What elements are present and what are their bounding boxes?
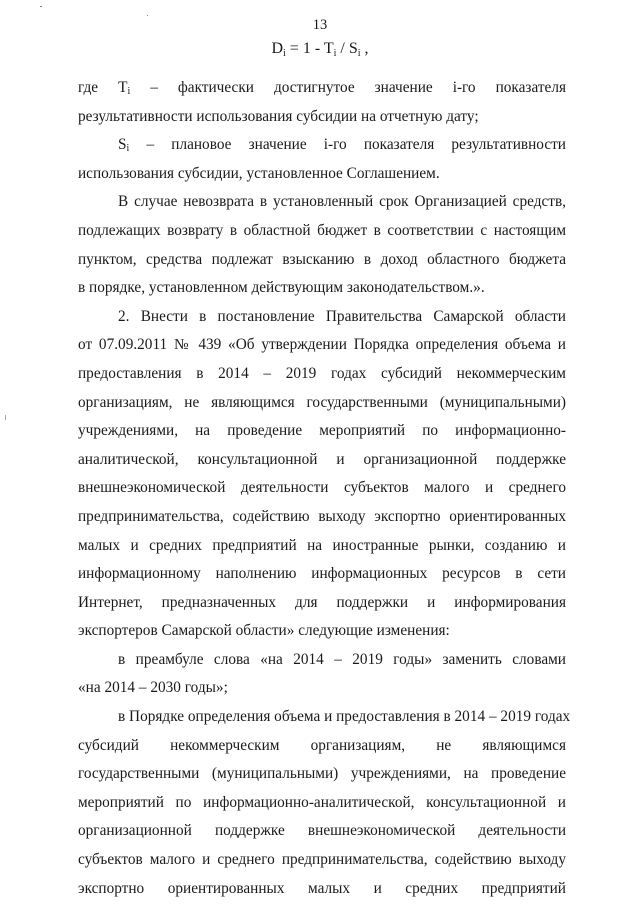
text-line <box>78 760 566 789</box>
line-text: экспортеров Самарской области» следующие изменения: <box>78 622 450 640</box>
line-text: субсидий некоммерческим организациям, не являющимся <box>78 736 566 754</box>
line-text-rest: – фактически достигнутое значение i-го показателя <box>130 79 566 96</box>
text-line <box>78 703 571 732</box>
line-text: малых и средних предприятий на иностранные рынки, созданию и <box>78 536 566 554</box>
line-text: информационному наполнению информационных ресурсов в сети <box>78 565 566 583</box>
text-line <box>78 389 566 418</box>
line-text: «на 2014 – 2030 годы»; <box>78 679 228 697</box>
text-line <box>78 846 566 875</box>
text-line <box>78 560 566 589</box>
formula-lhs-sub: i <box>283 48 286 59</box>
formula-rhs-sub-2: i <box>357 48 361 59</box>
line-text: предпринимательства, содействию выходу экспортно ориентированных <box>78 507 566 525</box>
line-text: в Порядке определения объема и предоставления в 2014 – 2019 годах <box>118 708 571 726</box>
line-text: результативности использования субсидии на отчетную дату; <box>78 107 479 125</box>
line-text: предоставления в 2014 – 2019 годах субсидий некоммерческим <box>78 364 566 382</box>
line-text: в преамбуле слова «на 2014 – 2019 годы» заменить словами <box>118 650 566 668</box>
text-line <box>78 274 566 303</box>
line-text: где T <box>78 79 128 96</box>
line-text: В случае невозврата в установленный срок Организацией средств, <box>118 193 566 211</box>
formula <box>0 40 640 59</box>
document-body <box>78 74 571 903</box>
text-line <box>78 246 566 275</box>
line-text: от 07.09.2011 № 439 «Об утверждении Порядка определения объема и <box>78 336 566 354</box>
line-text: внешнеэкономической деятельности субъектов малого и среднего <box>78 479 566 497</box>
text-line <box>78 103 566 132</box>
text-line <box>78 532 566 561</box>
line-text: экспортно ориентированных малых и средних предприятий <box>78 879 566 897</box>
text-line <box>78 74 566 103</box>
line-text: Интернет, предназначенных для поддержки и информирования <box>78 593 566 611</box>
text-line <box>78 417 566 446</box>
line-text: организационной поддержке внешнеэкономической деятельности <box>78 822 566 840</box>
text-line <box>78 131 566 160</box>
scan-mark <box>5 415 6 420</box>
line-text: мероприятий по информационно-аналитической, консультационной и <box>78 793 566 811</box>
text-line <box>78 674 566 703</box>
text-line <box>78 360 566 389</box>
formula-rhs-sub-1: i <box>333 48 337 59</box>
formula-tail: , <box>360 40 369 57</box>
scan-speck <box>147 15 148 16</box>
line-text: учреждениями, на проведение мероприятий по информационно- <box>78 422 566 440</box>
line-text: пунктом, средства подлежат взысканию в доход областного бюджета <box>78 250 566 268</box>
line-text: субъектов малого и среднего предпринимательства, содействию выходу <box>78 851 566 869</box>
line-text: 2. Внести в постановление Правительства Самарской области <box>118 307 566 325</box>
subscript: i <box>126 143 130 155</box>
text-line <box>78 331 566 360</box>
formula-rhs-2: / S <box>336 40 358 57</box>
text-line <box>78 160 566 189</box>
scan-speck <box>40 6 42 7</box>
line-text: S <box>118 136 127 154</box>
text-line <box>78 474 566 503</box>
line-text-rest: – плановое значение i-го показателя результативности <box>129 136 566 154</box>
text-line <box>78 503 566 532</box>
text-line <box>78 188 566 217</box>
subscript: i <box>127 86 131 97</box>
page-number: 13 <box>312 17 328 33</box>
formula-rhs-1: = 1 - T <box>285 40 334 57</box>
text-line <box>78 875 566 904</box>
text-line <box>78 303 566 332</box>
text-line <box>78 589 566 618</box>
line-text: в порядке, установленном действующим законодательством.». <box>78 279 485 297</box>
text-line <box>78 817 566 846</box>
text-line <box>78 617 566 646</box>
line-text: государственными (муниципальными) учреждениями, на проведение <box>78 765 566 783</box>
text-line <box>78 789 566 818</box>
formula-lhs: D <box>271 40 284 57</box>
text-line <box>78 217 566 246</box>
line-text: аналитической, консультационной и организационной поддержке <box>78 450 566 468</box>
line-text: организациям, не являющимся государственными (муниципальными) <box>78 393 566 411</box>
line-text: подлежащих возврату в областной бюджет в соответствии с настоящим <box>78 221 566 239</box>
line-text: использования субсидии, установленное Соглашением. <box>78 164 440 182</box>
text-line <box>78 732 566 761</box>
text-line <box>78 646 566 675</box>
text-line <box>78 446 566 475</box>
